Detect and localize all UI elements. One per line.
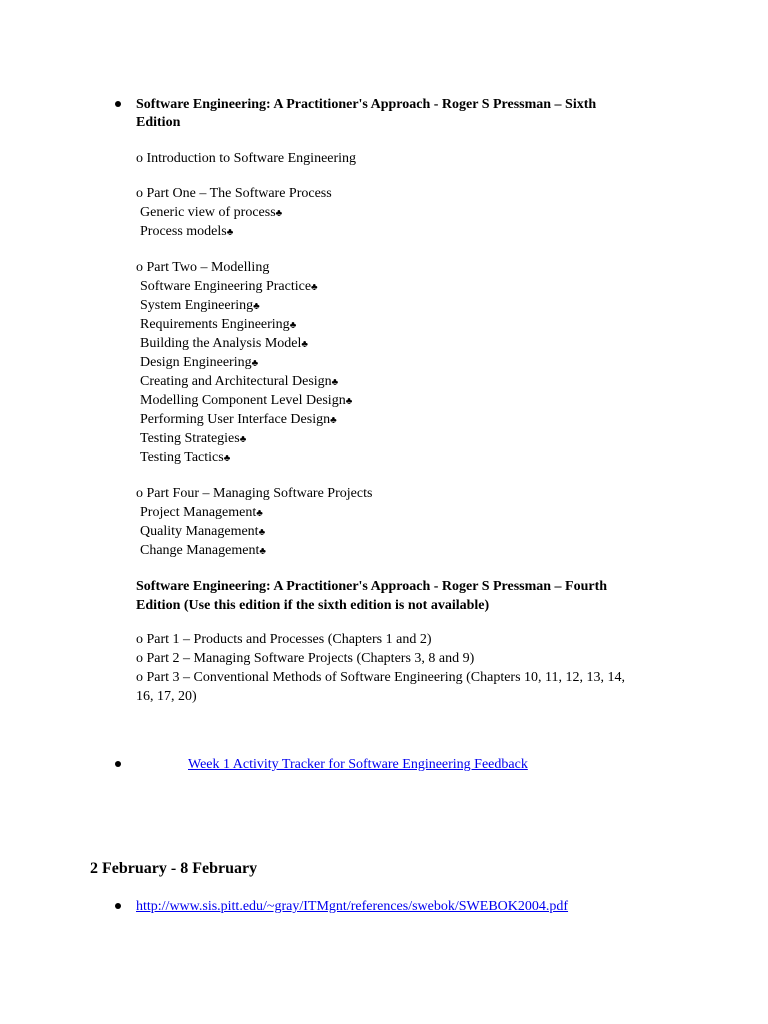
book-title-fourth-line2: Edition (Use this edition if the sixth edition is not available): [136, 598, 490, 613]
part-two-item: Testing Strategies♣: [140, 431, 247, 446]
club-icon: ♣: [275, 208, 283, 219]
activity-tracker-link[interactable]: Week 1 Activity Tracker for Software Engineering Feedback: [188, 757, 528, 772]
part-two-item: Software Engineering Practice♣: [140, 279, 318, 294]
fourth-edition-part: o Part 3 – Conventional Methods of Software Engineering (Chapters 10, 11, 12, 13, 14,: [136, 670, 626, 685]
part-four-item: Quality Management♣: [140, 524, 266, 539]
part-four-item: Project Management♣: [140, 505, 263, 520]
intro-item: o Introduction to Software Engineering: [136, 151, 357, 166]
club-icon: ♣: [239, 434, 247, 445]
book-title-fourth-edition: Software Engineering: A Practitioner's Approach - Roger S Pressman – Fourth: [136, 579, 608, 594]
week-heading: 2 February - 8 February: [90, 860, 258, 877]
part-two-item: Creating and Architectural Design♣: [140, 374, 339, 389]
list-bullet: [115, 101, 121, 107]
part-four-heading: o Part Four – Managing Software Projects: [136, 486, 373, 501]
list-bullet: [115, 903, 121, 909]
club-icon: ♣: [259, 546, 266, 557]
club-icon: ♣: [311, 282, 318, 293]
club-icon: ♣: [331, 377, 339, 388]
list-bullet: [115, 761, 121, 767]
part-two-item: Modelling Component Level Design♣: [140, 393, 353, 408]
part-two-heading: o Part Two – Modelling: [136, 260, 270, 275]
club-icon: ♣: [345, 396, 353, 407]
fourth-edition-part: o Part 2 – Managing Software Projects (Chapters 3, 8 and 9): [136, 651, 475, 666]
part-two-item: Performing User Interface Design♣: [140, 412, 337, 427]
fourth-edition-part: o Part 1 – Products and Processes (Chapters 1 and 2): [136, 632, 432, 647]
swebok-pdf-link[interactable]: http://www.sis.pitt.edu/~gray/ITMgnt/references/swebok/SWEBOK2004.pdf: [136, 899, 569, 914]
book-title-line2: Edition: [136, 115, 181, 130]
part-four-item: Change Management♣: [140, 543, 266, 558]
club-icon: ♣: [223, 453, 231, 464]
part-two-item: Building the Analysis Model♣: [140, 336, 308, 351]
part-one-item: Process models♣: [140, 224, 234, 239]
book-title-sixth-edition: [136, 95, 596, 114]
club-icon: ♣: [301, 339, 308, 350]
club-icon: ♣: [251, 358, 259, 369]
club-icon: ♣: [226, 227, 234, 238]
club-icon: ♣: [253, 301, 260, 312]
fourth-edition-part: 16, 17, 20): [136, 689, 197, 704]
part-two-item: Testing Tactics♣: [140, 450, 231, 465]
part-one-item: Generic view of process♣: [140, 205, 283, 220]
club-icon: ♣: [256, 508, 263, 519]
part-two-item: Requirements Engineering♣: [140, 317, 297, 332]
part-two-item: Design Engineering♣: [140, 355, 259, 370]
book-title-line1: Software Engineering: A Practitioner's Approach - Roger S Pressman – Sixth: [136, 97, 597, 112]
club-icon: ♣: [330, 415, 337, 426]
club-icon: ♣: [258, 527, 266, 538]
part-one-heading: o Part One – The Software Process: [136, 186, 332, 201]
club-icon: ♣: [289, 320, 297, 331]
part-two-item: System Engineering♣: [140, 298, 260, 313]
